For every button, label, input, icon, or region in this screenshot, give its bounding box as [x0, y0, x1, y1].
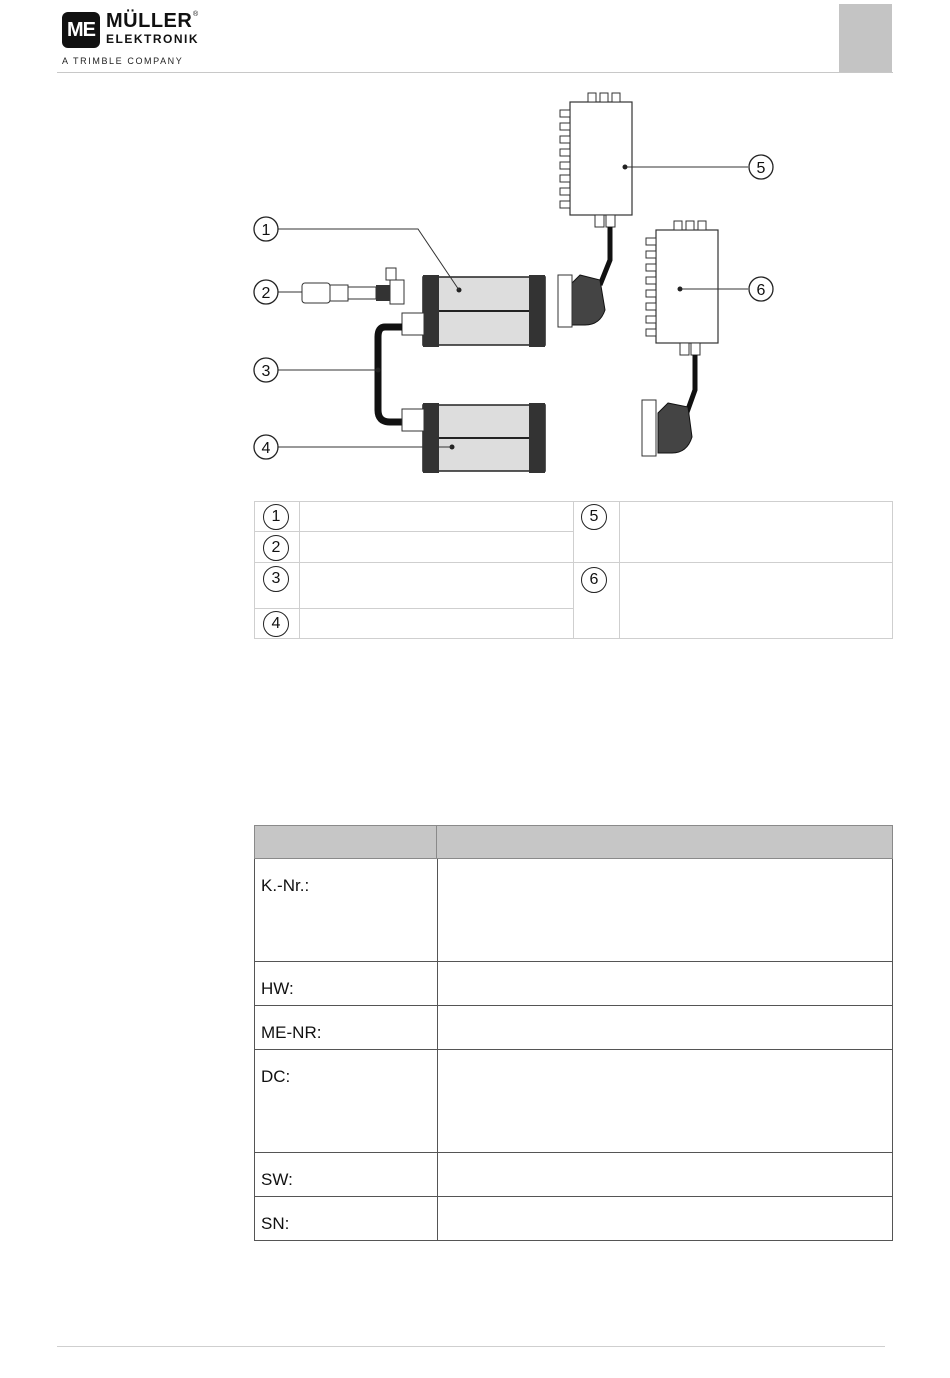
row-label-sn: SN:: [261, 1214, 290, 1233]
svg-text:3: 3: [261, 363, 271, 380]
legend-cell-num-5: [573, 501, 620, 563]
brand-logo: [62, 10, 222, 70]
job-computer-5: [558, 93, 632, 327]
column-divider: [437, 1006, 438, 1049]
legend-cell-num-4: [254, 608, 300, 639]
module-1: [386, 268, 545, 347]
system-diagram: [240, 85, 800, 485]
legend-cell-desc-1: [299, 501, 574, 532]
row-label-hw: HW:: [261, 979, 294, 998]
legend-number-4: 4: [263, 611, 289, 637]
connector-2: [302, 280, 404, 304]
legend-number-3: 3: [263, 566, 289, 592]
brand-name: MÜLLER: [106, 10, 193, 32]
legend-cell-desc-4: [299, 608, 574, 639]
table-row: [254, 1197, 893, 1241]
legend-cell-num-1: [254, 501, 300, 532]
column-divider: [437, 1197, 438, 1240]
svg-text:5: 5: [756, 160, 766, 177]
table-row: [254, 1050, 893, 1153]
svg-text:6: 6: [756, 282, 766, 299]
table-row: [254, 1153, 893, 1197]
column-divider: [437, 859, 438, 961]
legend-cell-desc-3: [299, 562, 574, 609]
legend-table: [254, 501, 893, 639]
logo-mark: ME: [62, 12, 100, 48]
table-row: [254, 962, 893, 1006]
legend-cell-desc-5: [619, 501, 893, 563]
legend-number-6: 6: [581, 567, 607, 593]
svg-text:2: 2: [261, 285, 271, 302]
chapter-tab: [839, 4, 892, 72]
type-plate-table: [254, 825, 893, 1241]
legend-cell-num-2: [254, 531, 300, 563]
column-divider: [437, 1050, 438, 1152]
row-label-me-nr: ME-NR:: [261, 1023, 322, 1042]
header-divider: [57, 72, 893, 73]
row-label-sw: SW:: [261, 1170, 293, 1189]
legend-number-5: 5: [581, 504, 607, 530]
brand-registered-mark: ®: [193, 11, 199, 18]
row-label-dc: DC:: [261, 1067, 291, 1086]
cable-3: [378, 327, 405, 422]
svg-text:1: 1: [261, 222, 271, 239]
column-divider: [437, 1153, 438, 1196]
legend-cell-num-3: [254, 562, 300, 609]
brand-subname: ELEKTRONIK: [106, 32, 199, 46]
job-computer-6: [642, 221, 718, 456]
table-row: [254, 859, 893, 962]
legend-cell-desc-6: [619, 562, 893, 639]
legend-cell-desc-2: [299, 531, 574, 563]
svg-text:4: 4: [261, 440, 271, 457]
table-header-cell-1: [254, 825, 437, 859]
module-4: [402, 403, 545, 473]
brand-tagline: A TRIMBLE COMPANY: [62, 56, 184, 66]
table-row: [254, 1006, 893, 1050]
row-label-knr: K.-Nr.:: [261, 876, 310, 895]
column-divider: [437, 962, 438, 1005]
legend-number-1: 1: [263, 504, 289, 530]
legend-cell-num-6: [573, 562, 620, 639]
legend-number-2: 2: [263, 535, 289, 561]
footer-divider: [57, 1346, 885, 1347]
table-header-cell-2: [436, 825, 893, 859]
